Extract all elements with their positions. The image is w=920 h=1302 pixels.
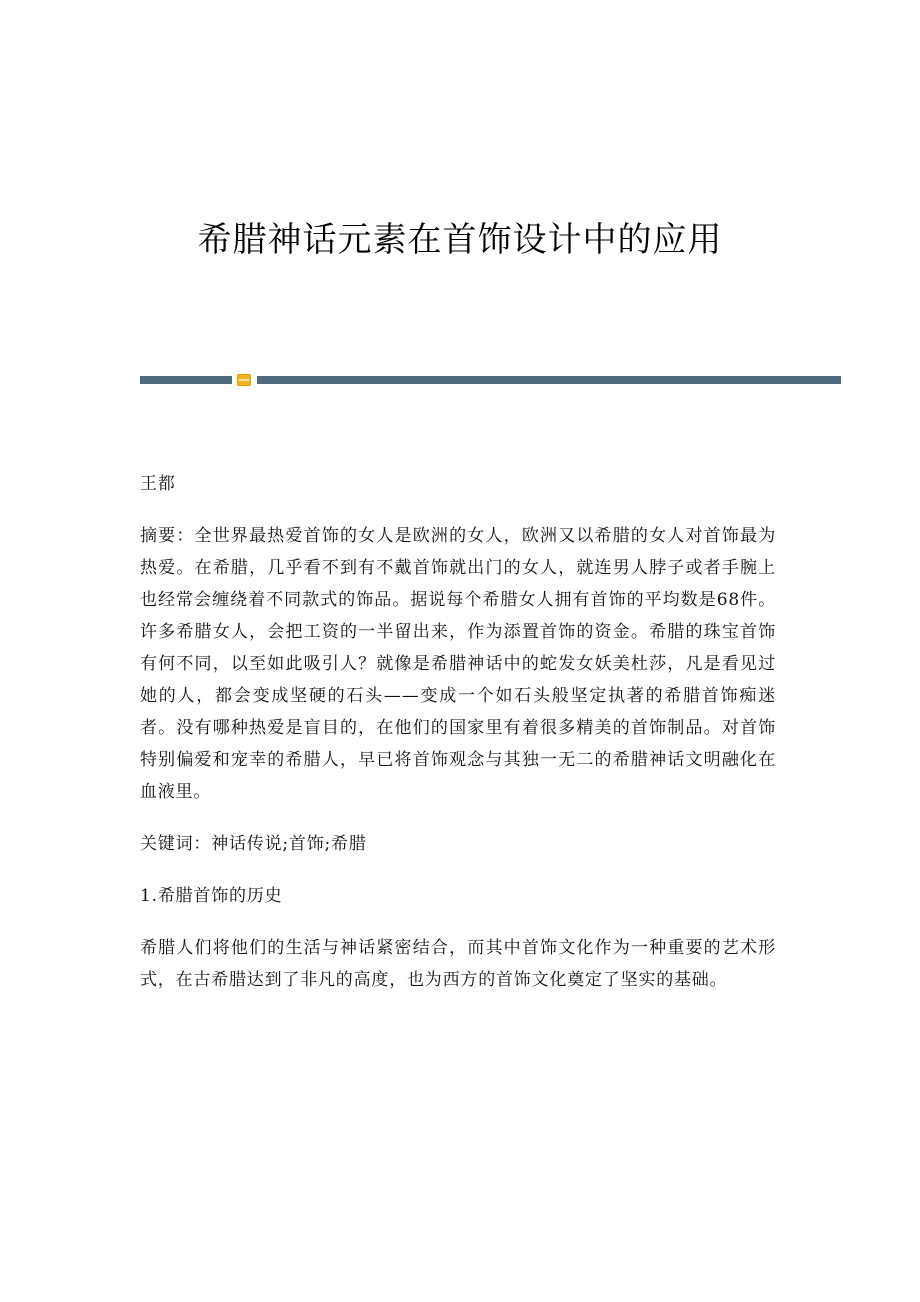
document-title: 希腊神话元素在首饰设计中的应用 — [197, 220, 723, 260]
section-heading: 1.希腊首饰的历史 — [140, 886, 283, 906]
divider-bar-left — [140, 376, 232, 384]
abstract-paragraph: 摘要：全世界最热爱首饰的女人是欧洲的女人，欧洲又以希腊的女人对首饰最为热爱。在希腊，几乎看不到有不戴首饰就出门的女人，就连男人脖子或者手腕上也经常会缠绕着不同款式的饰品。据说每个希腊女人拥有首饰的平均数是68件。许多希腊女人，会把工资的一半留出来，作为添置首饰的资金。希腊的珠宝首饰有何不同，以至如此吸引人？就像是希腊神话中的蛇发女妖美杜莎，凡是看见过她的人，都会变成坚硬的石头——变成一个如石头般坚定执著的希腊首饰痴迷者。没有哪种热爱是盲目的，在他们的国家里有着很多精美的首饰制品。对首饰特别偏爱和宠幸的希腊人，早已将首饰观念与其独一无二的希腊神话文明融化在血液里。 — [140, 526, 776, 802]
divider-bar-right — [257, 376, 841, 384]
section-paragraph: 希腊人们将他们的生活与神话紧密结合，而其中首饰文化作为一种重要的艺术形式，在古希腊达到了非凡的高度，也为西方的首饰文化奠定了坚实的基础。 — [140, 938, 776, 990]
document-body — [140, 468, 776, 996]
divider-ornament-icon — [237, 374, 251, 386]
title-divider — [140, 374, 841, 386]
keywords-line: 关键词：神话传说;首饰;希腊 — [140, 834, 367, 854]
author-name: 王都 — [140, 474, 176, 494]
